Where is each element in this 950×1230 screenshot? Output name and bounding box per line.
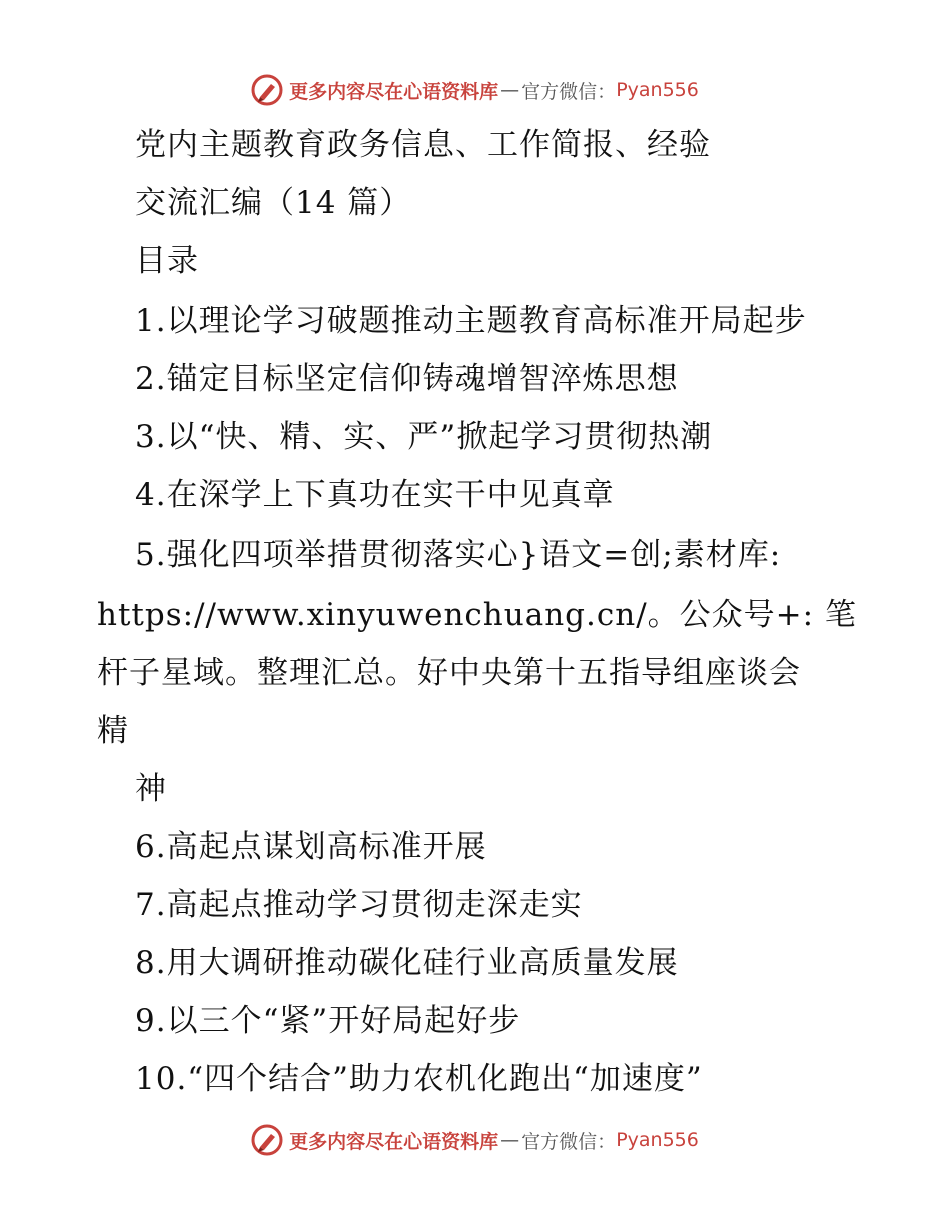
watermark-label: 官方微信： (521, 80, 617, 103)
toc-item: 7.高起点推动学习贯彻走深走实 (135, 887, 583, 923)
pen-logo-icon (251, 1124, 283, 1156)
toc-item: 8.用大调研推动碳化硅行业高质量发展 (135, 945, 679, 981)
toc-item: 3.以“快、精、实、严”掀起学习贯彻热潮 (135, 419, 713, 455)
watermark-label: 官方微信： (521, 1130, 617, 1153)
toc-item-continuation: 精 (97, 713, 129, 749)
toc-item: 10.“四个结合”助力农机化跑出“加速度” (135, 1061, 703, 1097)
toc-heading: 目录 (135, 243, 199, 279)
header-watermark (0, 70, 950, 110)
toc-item: 5.强化四项举措贯彻落实心}语文=创;素材库: (135, 537, 782, 573)
footer-watermark (0, 1120, 950, 1160)
toc-item: 6.高起点谋划高标准开展 (135, 829, 487, 865)
toc-item-continuation: 杆子星域。整理汇总。好中央第十五指导组座谈会 (97, 655, 801, 691)
toc-item-continuation: https://www.xinyuwenchuang.cn/。公众号+: 笔 (97, 597, 857, 633)
document-title-line2: 交流汇编（14 篇） (135, 185, 412, 221)
watermark-text: 更多内容尽在心语资料库 (289, 80, 499, 103)
toc-item: 1.以理论学习破题推动主题教育高标准开局起步 (135, 303, 807, 339)
pen-logo-icon (251, 74, 283, 106)
toc-item-continuation: 神 (135, 771, 167, 807)
toc-item: 2.锚定目标坚定信仰铸魂增智淬炼思想 (135, 361, 679, 397)
watermark-id: Pyan556 (616, 79, 699, 101)
watermark-dash: — (500, 79, 520, 101)
toc-item: 9.以三个“紧”开好局起好步 (135, 1003, 521, 1039)
watermark-dash: — (500, 1129, 520, 1151)
watermark-text: 更多内容尽在心语资料库 (289, 1130, 499, 1153)
watermark-id: Pyan556 (616, 1129, 699, 1151)
toc-item: 4.在深学上下真功在实干中见真章 (135, 477, 615, 513)
document-title-line1: 党内主题教育政务信息、工作简报、经验 (135, 127, 711, 163)
